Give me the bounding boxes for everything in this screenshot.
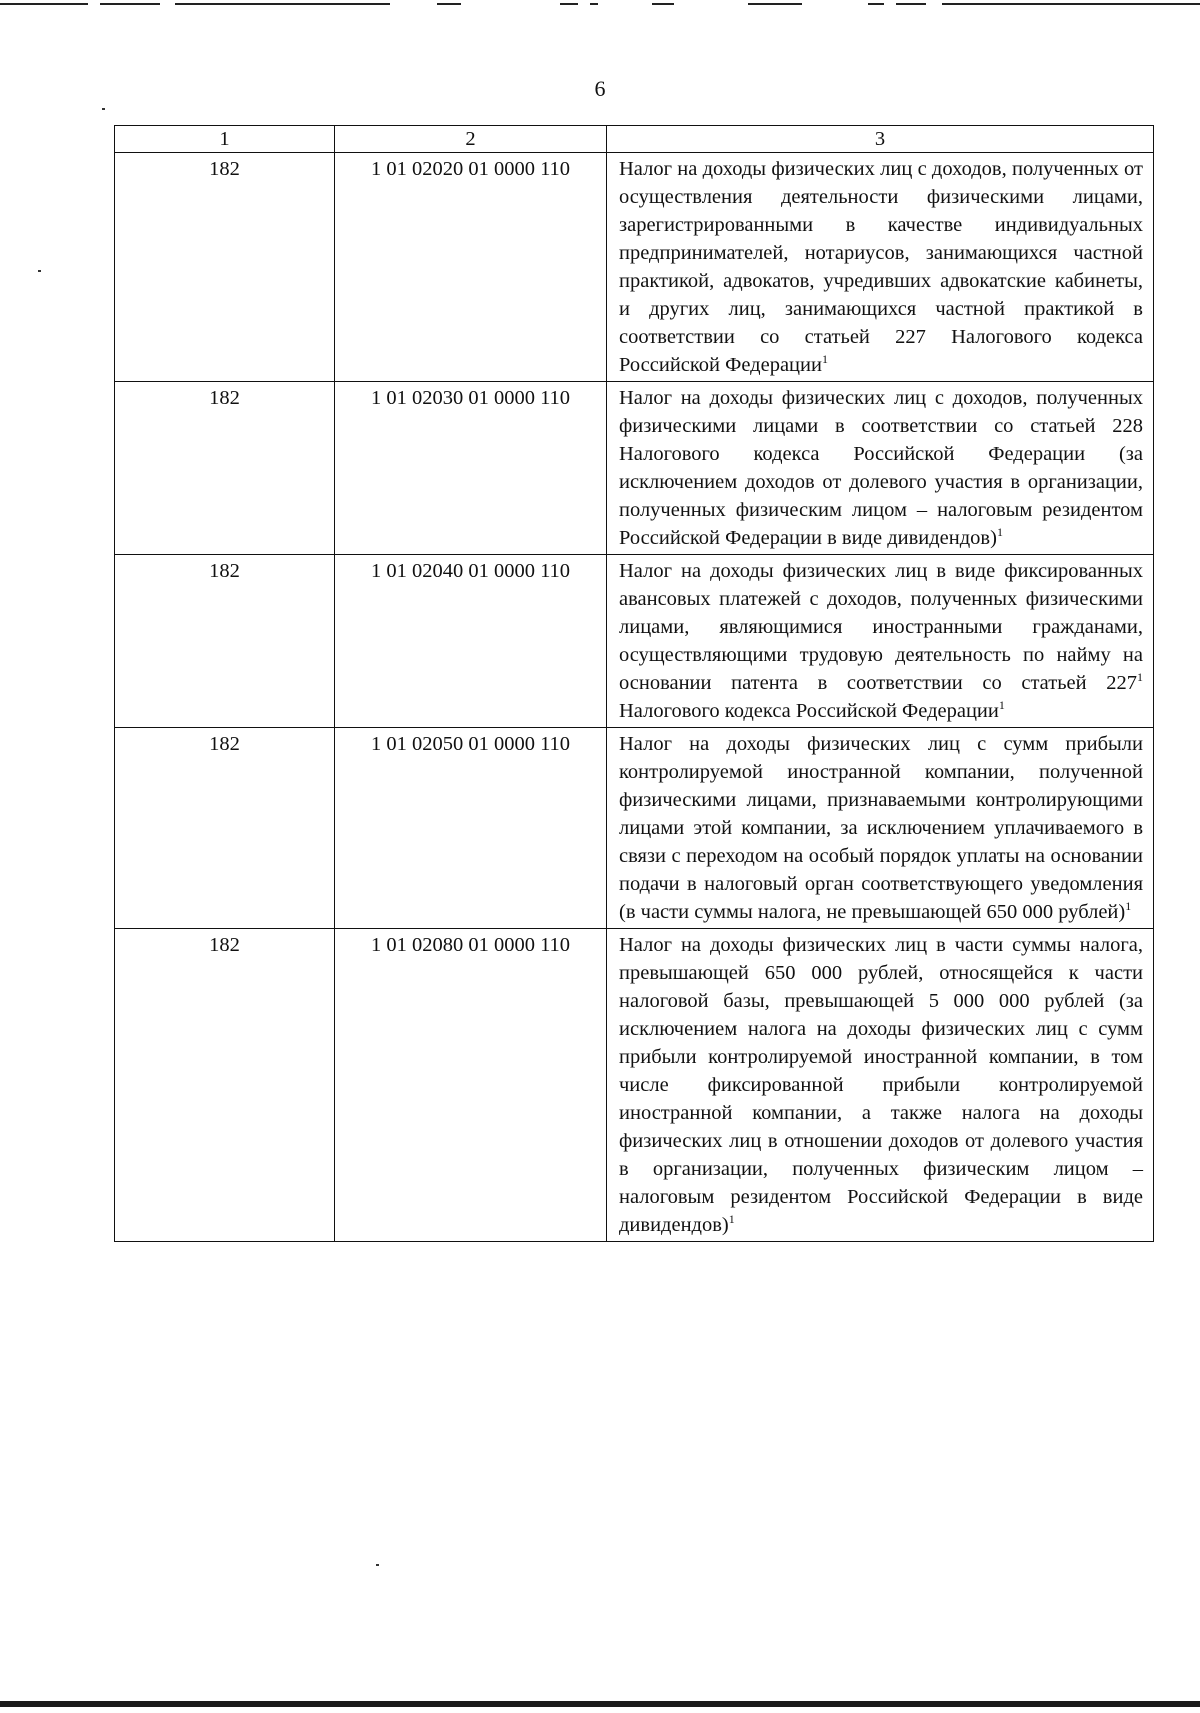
footnote-marker: 1 — [998, 698, 1005, 713]
table-row — [115, 929, 1154, 1242]
scan-bottom-edge — [0, 1701, 1200, 1707]
header-col-2: 2 — [335, 126, 607, 153]
description-text: Налог на доходы физических лиц с доходов, полученных физическими лицами в соответствии со статьей 228 Налогового кодекса Российской Федерации (за исключением доходов от долевого участия в организации, полученных физическим лицом – налоговым резидентом Российской Федерации в виде дивидендов) — [619, 387, 1143, 549]
classification-table — [114, 125, 1154, 1242]
kbk-code-cell: 1 01 02080 01 0000 110 — [335, 929, 607, 1242]
footnote-marker: 1 — [996, 525, 1003, 540]
table-header-row — [115, 126, 1154, 153]
footnote-marker: 1 — [821, 352, 828, 367]
kbk-code-cell: 1 01 02030 01 0000 110 — [335, 382, 607, 555]
footnote-marker: 1 — [1125, 899, 1132, 914]
table-row — [115, 382, 1154, 555]
admin-code-cell: 182 — [115, 728, 335, 929]
description-cell — [607, 555, 1154, 728]
article-superscript: 1 — [1137, 670, 1143, 685]
admin-code-cell: 182 — [115, 153, 335, 382]
table-row — [115, 153, 1154, 382]
description-text: Налог на доходы физических лиц с доходов, полученных от осуществления деятельности физическими лицами, зарегистрированными в качестве индивидуальных предпринимателей, нотариусов, занимающихся частной практикой, адвокатов, учредивших адвокатские кабинеты, и других лиц, занимающихся частной практикой в соответствии со статьей 227 Налогового кодекса Российской Федерации — [619, 158, 1143, 376]
page-number: 6 — [594, 76, 606, 101]
scan-speck — [38, 270, 41, 272]
description-cell — [607, 382, 1154, 555]
description-text: Налог на доходы физических лиц в части суммы налога, превышающей 650 000 рублей, относящейся к части налоговой базы, превышающей 5 000 000 рублей (за исключением налога на доходы физических лиц с сумм прибыли контролируемой иностранной компании, в том числе фиксированной прибыли контролируемой иностранной компании, а также налога на доходы физических лиц в отношении доходов от долевого участия в организации, полученных физическим лицом – налоговым резидентом Российской Федерации в виде дивидендов) — [619, 934, 1143, 1236]
kbk-code-cell: 1 01 02050 01 0000 110 — [335, 728, 607, 929]
admin-code-cell: 182 — [115, 929, 335, 1242]
header-col-3: 3 — [607, 126, 1154, 153]
table-row — [115, 728, 1154, 929]
admin-code-cell: 182 — [115, 555, 335, 728]
table-row — [115, 555, 1154, 728]
kbk-code-cell: 1 01 02040 01 0000 110 — [335, 555, 607, 728]
description-text: Налогового кодекса Российской Федерации — [619, 700, 999, 722]
description-cell — [607, 728, 1154, 929]
admin-code-cell: 182 — [115, 382, 335, 555]
description-cell — [607, 153, 1154, 382]
footnote-marker: 1 — [728, 1212, 735, 1227]
description-text: Налог на доходы физических лиц в виде фиксированных авансовых платежей с доходов, полученных физическими лицами, являющимися иностранными гражданами, осуществляющими трудовую деятельность по найму на основании патента в соответствии со статьей 227 — [619, 560, 1143, 694]
description-text: Налог на доходы физических лиц с сумм прибыли контролируемой иностранной компании, полученной физическими лицами, признаваемыми контролирующими лицами этой компании, за исключением уплачиваемого в связи с переходом на особый порядок уплаты на основании подачи в налоговый орган соответствующего уведомления (в части суммы налога, не превышающей 650 000 рублей) — [619, 733, 1143, 923]
description-cell — [607, 929, 1154, 1242]
scan-speck — [376, 1564, 379, 1566]
scan-speck — [102, 108, 105, 110]
kbk-code-cell: 1 01 02020 01 0000 110 — [335, 153, 607, 382]
header-col-1: 1 — [115, 126, 335, 153]
scan-top-edge — [0, 0, 1200, 8]
